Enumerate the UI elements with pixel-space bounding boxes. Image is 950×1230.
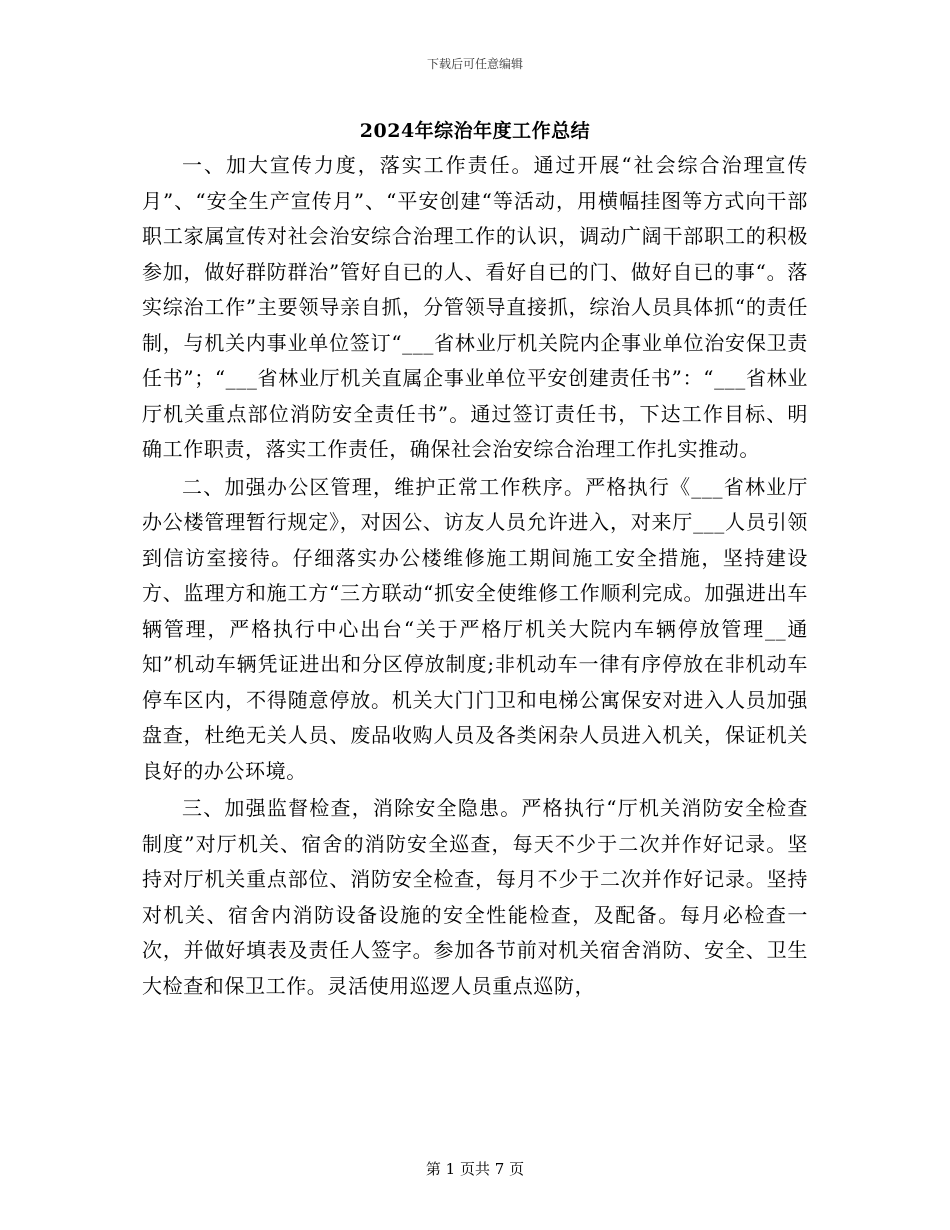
- document-title: 2024年综治年度工作总结: [359, 120, 591, 142]
- page-footer: 第 1 页共 7 页: [425, 1160, 525, 1178]
- paragraph-3: 三、加强监督检查，消除安全隐患。严格执行“厅机关消防安全检查制度”对厅机关、宿舍的消防安全巡查，每天不少于二次并作好记录。坚持对厅机关重点部位、消防安全检查，每月不少于二次并作好记录。坚持对机关、宿舍内消防设备设施的安全性能检查，及配备。每月必检查一次，并做好填表及责任人签字。参加各节前对机关宿舍消防、安全、卫生大检查和保卫工作。灵活使用巡逻人员重点巡防，: [142, 796, 808, 998]
- paragraph-2: 二、加强办公区管理，维护正常工作秩序。严格执行《___省林业厅办公楼管理暂行规定》，对因公、访友人员允许进入，对来厅___人员引领到信访室接待。仔细落实办公楼维修施工期间施工安全措施，坚持建设方、监理方和施工方“三方联动“抓安全使维修工作顺利完成。加强进出车辆管理，严格执行中心出台“关于严格厅机关大院内车辆停放管理__通知”机动车辆凭证进出和分区停放制度;非机动车一律有序停放在非机动车停车区内，不得随意停放。机关大门门卫和电梯公寓保安对进入人员加强盘查，杜绝无关人员、废品收购人员及各类闲杂人员进入机关，保证机关良好的办公环境。: [142, 474, 808, 783]
- document-body: [142, 148, 808, 1004]
- paragraph-1: 一、加大宣传力度，落实工作责任。通过开展“社会综合治理宣传月”、“安全生产宣传月”、“平安创建“等活动，用横幅挂图等方式向干部职工家属宣传对社会治安综合治理工作的认识，调动广阔干部职工的积极参加，做好群防群治”管好自已的人、看好自已的门、做好自已的事“。落实综治工作”主要领导亲自抓，分管领导直接抓，综治人员具体抓“的责任制，与机关内事业单位签订“___省林业厅机关院内企事业单位治安保卫责任书”；“___省林业厅机关直属企事业单位平安创建责任书”：“___省林业厅机关重点部位消防安全责任书”。通过签订责任书，下达工作目标、明确工作职责，落实工作责任，确保社会治安综合治理工作扎实推动。: [142, 153, 808, 461]
- page-header: 下载后可任意编辑: [426, 57, 523, 71]
